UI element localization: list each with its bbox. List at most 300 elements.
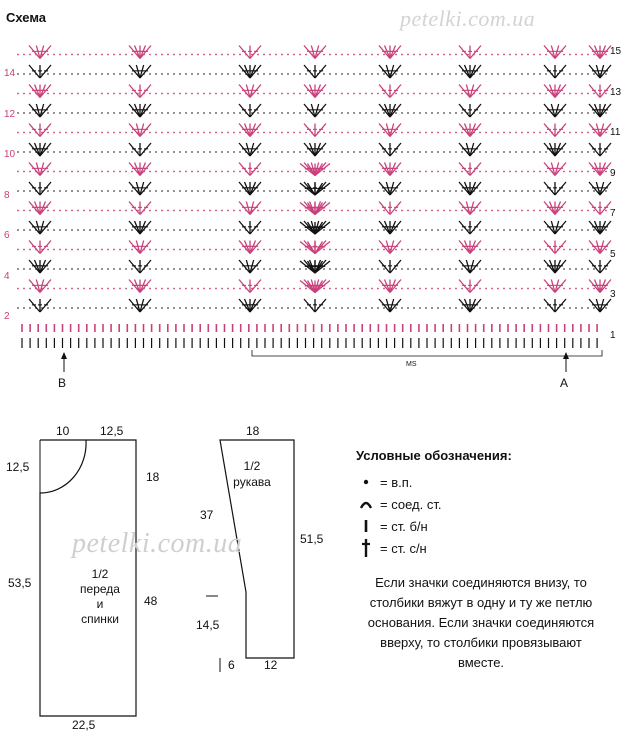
chain-dot (383, 268, 385, 270)
legend-item-label: = соед. ст. (380, 496, 442, 512)
chain-dot (107, 288, 109, 290)
chain-dot (263, 73, 265, 75)
chain-dot (293, 307, 295, 309)
chain-dot (359, 73, 361, 75)
chain-dot (59, 268, 61, 270)
chain-dot (101, 249, 103, 251)
chain-dot (53, 54, 55, 56)
chain-dot (209, 229, 211, 231)
chain-dot (83, 132, 85, 134)
dc-stitch (315, 183, 330, 195)
dc-stitch (29, 299, 40, 312)
chain-dot (161, 112, 163, 114)
dc-stitch (589, 143, 600, 156)
chain-dot (593, 151, 595, 153)
dc-stitch (239, 280, 250, 293)
dc-stitch (29, 65, 40, 78)
chain-dot (59, 190, 61, 192)
chain-dot (59, 210, 61, 212)
chain-dot (407, 73, 409, 75)
dc-stitch (250, 104, 261, 117)
chain-dot (293, 229, 295, 231)
chain-dot (167, 210, 169, 212)
chain-dot (605, 73, 607, 75)
chain-dot (587, 112, 589, 114)
chain-dot (407, 268, 409, 270)
chain-dot (131, 249, 133, 251)
watermark-top: petelki.com.ua (400, 6, 536, 31)
chain-dot (347, 249, 349, 251)
chain-dot (407, 210, 409, 212)
chain-dot (449, 210, 451, 212)
chain-dot (53, 307, 55, 309)
chain-dot (161, 54, 163, 56)
chain-dot (191, 210, 193, 212)
chain-dot (371, 288, 373, 290)
chain-dot (161, 151, 163, 153)
dc-stitch (140, 85, 151, 98)
chain-dot (359, 288, 361, 290)
chain-dot (269, 249, 271, 251)
chain-dot (77, 210, 79, 212)
chain-dot (263, 249, 265, 251)
chain-dot (53, 73, 55, 75)
chain-dot (89, 54, 91, 56)
chain-dot (173, 268, 175, 270)
chain-dot (329, 73, 331, 75)
chain-dot (377, 151, 379, 153)
chain-dot (401, 112, 403, 114)
chain-dot (521, 210, 523, 212)
chain-dot (23, 73, 25, 75)
chain-dot (119, 210, 121, 212)
chain-dot (365, 249, 367, 251)
chain-dot (515, 229, 517, 231)
chain-dot (95, 190, 97, 192)
chain-dot (485, 210, 487, 212)
chain-dot (59, 249, 61, 251)
chain-dot (461, 171, 463, 173)
chain-dot (149, 307, 151, 309)
chain-dot (545, 54, 547, 56)
chain-dot (71, 210, 73, 212)
chain-dot (563, 171, 565, 173)
chain-dot (335, 93, 337, 95)
chain-dot (485, 171, 487, 173)
chain-dot (407, 171, 409, 173)
chain-dot (341, 190, 343, 192)
dc-stitch (379, 85, 390, 98)
chain-dot (125, 288, 127, 290)
chain-dot (347, 190, 349, 192)
chain-dot (113, 210, 115, 212)
chain-dot (515, 93, 517, 95)
chain-dot (437, 73, 439, 75)
chain-dot (221, 190, 223, 192)
chain-dot (29, 132, 31, 134)
chain-dot (53, 210, 55, 212)
body-label (80, 567, 120, 627)
chain-dot (167, 93, 169, 95)
chain-dot (485, 132, 487, 134)
chain-dot (425, 307, 427, 309)
chain-dot (563, 73, 565, 75)
chain-dot (239, 210, 241, 212)
chain-dot (167, 307, 169, 309)
chain-dot (281, 268, 283, 270)
chain-dot (167, 132, 169, 134)
chain-dot (509, 190, 511, 192)
chain-dot (101, 268, 103, 270)
row-number-right: 3 (610, 289, 616, 300)
chain-dot (539, 249, 541, 251)
chain-dot (287, 171, 289, 173)
dc-stitch (544, 241, 555, 254)
chain-dot (17, 132, 19, 134)
chain-dot (227, 54, 229, 56)
chain-dot (269, 54, 271, 56)
chain-dot (221, 54, 223, 56)
chain-dot (509, 307, 511, 309)
chain-dot (563, 151, 565, 153)
chain-dot (179, 151, 181, 153)
chain-dot (161, 288, 163, 290)
chain-dot (539, 288, 541, 290)
chain-dot (455, 93, 457, 95)
chain-dot (89, 132, 91, 134)
chain-dot (323, 249, 325, 251)
dc-stitch (239, 299, 250, 312)
chain-dot (533, 229, 535, 231)
chain-dot (323, 190, 325, 192)
chain-dot (185, 307, 187, 309)
chain-dot (479, 132, 481, 134)
dc-stitch (459, 299, 470, 312)
chain-dot (17, 54, 19, 56)
sleeve-bottom-left: 6 (228, 658, 235, 672)
chain-dot (89, 112, 91, 114)
chain-dot (431, 210, 433, 212)
chain-dot (503, 288, 505, 290)
dc-stitch (40, 182, 51, 195)
dc-stitch (40, 299, 51, 312)
chain-dot (581, 54, 583, 56)
chain-dot (341, 171, 343, 173)
chain-dot (539, 307, 541, 309)
chain-dot (323, 93, 325, 95)
chain-dot (125, 151, 127, 153)
chain-dot (107, 171, 109, 173)
chain-dot (23, 93, 25, 95)
chain-dot (305, 73, 307, 75)
chain-dot (209, 93, 211, 95)
chain-dot (575, 112, 577, 114)
chain-dot (29, 54, 31, 56)
chain-dot (437, 132, 439, 134)
chain-dot (437, 54, 439, 56)
dc-stitch (390, 202, 401, 215)
chain-dot (239, 73, 241, 75)
chain-dot (527, 93, 529, 95)
chain-dot (161, 268, 163, 270)
chain-dot (203, 112, 205, 114)
chain-dot (305, 54, 307, 56)
chain-dot (383, 210, 385, 212)
chain-dot (413, 307, 415, 309)
chain-dot (395, 132, 397, 134)
chain-dot (425, 171, 427, 173)
chain-dot (293, 93, 295, 95)
chain-dot (107, 93, 109, 95)
chain-dot (425, 190, 427, 192)
chain-dot (227, 288, 229, 290)
dc-stitch (459, 182, 470, 195)
chain-dot (215, 73, 217, 75)
chain-dot (593, 249, 595, 251)
chain-dot (419, 229, 421, 231)
chain-dot (377, 112, 379, 114)
chain-dot (509, 93, 511, 95)
chain-dot (353, 249, 355, 251)
chain-dot (281, 190, 283, 192)
chain-dot (113, 73, 115, 75)
chain-dot (191, 307, 193, 309)
chain-dot (77, 171, 79, 173)
chain-dot (209, 307, 211, 309)
chain-dot (365, 73, 367, 75)
chain-dot (293, 249, 295, 251)
chain-dot (53, 268, 55, 270)
chain-dot (221, 249, 223, 251)
chain-dot (23, 288, 25, 290)
chain-dot (167, 171, 169, 173)
dc-stitch (308, 183, 316, 195)
dc-stitch (379, 221, 390, 234)
chain-dot (305, 249, 307, 251)
chain-dot (533, 112, 535, 114)
chain-dot (263, 288, 265, 290)
chain-dot (461, 288, 463, 290)
dc-stitch (239, 241, 250, 254)
chain-dot (395, 112, 397, 114)
chain-dot (353, 268, 355, 270)
chain-dot (329, 54, 331, 56)
chain-dot (587, 54, 589, 56)
chain-dot (239, 268, 241, 270)
chain-dot (413, 210, 415, 212)
chain-dot (443, 112, 445, 114)
chain-dot (371, 171, 373, 173)
chain-dot (485, 307, 487, 309)
chain-dot (239, 93, 241, 95)
chain-dot (227, 112, 229, 114)
chain-dot (341, 249, 343, 251)
chain-dot (191, 229, 193, 231)
chain-dot (77, 229, 79, 231)
chain-dot (395, 54, 397, 56)
chain-dot (341, 288, 343, 290)
chain-dot (383, 93, 385, 95)
chain-dot (149, 93, 151, 95)
dc-stitch (555, 182, 566, 195)
chain-dot (173, 229, 175, 231)
chain-dot (359, 229, 361, 231)
chain-dot (365, 93, 367, 95)
chain-dot (293, 132, 295, 134)
chain-dot (185, 249, 187, 251)
chain-dot (71, 73, 73, 75)
chain-dot (425, 249, 427, 251)
chain-dot (47, 288, 49, 290)
chain-dot (293, 73, 295, 75)
chain-dot (107, 112, 109, 114)
chain-dot (407, 151, 409, 153)
chain-dot (377, 171, 379, 173)
chain-dot (347, 93, 349, 95)
dc-stitch (544, 65, 555, 78)
chain-dot (581, 249, 583, 251)
chain-dot (155, 268, 157, 270)
chain-dot (347, 171, 349, 173)
chain-dot (419, 249, 421, 251)
chain-dot (569, 307, 571, 309)
dc-stitch (315, 85, 326, 98)
chain-dot (497, 171, 499, 173)
chain-dot (173, 132, 175, 134)
chain-dot (581, 151, 583, 153)
chain-dot (419, 151, 421, 153)
chain-dot (335, 151, 337, 153)
chain-dot (233, 249, 235, 251)
chain-dot (227, 93, 229, 95)
chain-dot (65, 190, 67, 192)
chain-dot (89, 307, 91, 309)
bar-icon (356, 518, 376, 534)
chain-dot (107, 249, 109, 251)
chain-dot (293, 151, 295, 153)
chain-dot (215, 229, 217, 231)
chain-dot (119, 112, 121, 114)
chain-dot (47, 249, 49, 251)
chain-dot (59, 288, 61, 290)
chain-dot (281, 132, 283, 134)
chain-dot (425, 54, 427, 56)
dc-stitch (555, 124, 566, 137)
chain-dot (353, 93, 355, 95)
chain-dot (275, 151, 277, 153)
chain-dot (155, 307, 157, 309)
chain-dot (479, 93, 481, 95)
chain-dot (269, 288, 271, 290)
chain-dot (233, 151, 235, 153)
chain-dot (203, 171, 205, 173)
row-number-right: 15 (610, 46, 622, 57)
chain-dot (395, 268, 397, 270)
chain-dot (47, 54, 49, 56)
chain-dot (185, 190, 187, 192)
body-label-line2: переда (80, 582, 120, 596)
chain-dot (383, 190, 385, 192)
chain-dot (353, 210, 355, 212)
chain-dot (71, 171, 73, 173)
chain-dot (545, 190, 547, 192)
chain-dot (479, 171, 481, 173)
chain-dot (83, 54, 85, 56)
chain-dot (359, 132, 361, 134)
chain-dot (479, 307, 481, 309)
chain-dot (527, 73, 529, 75)
dc-stitch (129, 260, 140, 273)
chain-dot (59, 112, 61, 114)
chain-dot (239, 171, 241, 173)
chain-dot (329, 229, 331, 231)
chain-dot (275, 171, 277, 173)
chain-dot (377, 288, 379, 290)
chain-dot (395, 288, 397, 290)
chain-dot (491, 112, 493, 114)
chain-dot (29, 229, 31, 231)
chain-dot (263, 54, 265, 56)
chain-dot (503, 190, 505, 192)
chain-dot (323, 151, 325, 153)
chain-dot (275, 190, 277, 192)
dc-stitch (589, 202, 600, 215)
chain-dot (449, 229, 451, 231)
dot-icon (356, 477, 376, 487)
chain-dot (479, 210, 481, 212)
chain-dot (281, 288, 283, 290)
chain-dot (497, 249, 499, 251)
chain-dot (239, 249, 241, 251)
chain-dot (77, 249, 79, 251)
chain-dot (185, 132, 187, 134)
chain-dot (419, 190, 421, 192)
dc-stitch (470, 104, 481, 117)
chain-dot (263, 210, 265, 212)
chain-dot (431, 268, 433, 270)
chain-dot (107, 268, 109, 270)
chain-dot (521, 132, 523, 134)
chain-dot (545, 210, 547, 212)
chain-dot (353, 151, 355, 153)
chain-dot (395, 190, 397, 192)
chain-dot (515, 307, 517, 309)
chain-dot (359, 151, 361, 153)
sleeve-label-line2: рукава (233, 475, 271, 489)
dc-stitch (379, 163, 390, 176)
chain-dot (491, 229, 493, 231)
chain-dot (125, 112, 127, 114)
chain-dot (209, 190, 211, 192)
chain-dot (59, 132, 61, 134)
dc-stitch (470, 221, 481, 234)
chain-dot (77, 151, 79, 153)
chain-dot (365, 151, 367, 153)
chain-dot (179, 229, 181, 231)
chain-dot (545, 151, 547, 153)
chain-dot (503, 73, 505, 75)
chain-dot (131, 112, 133, 114)
dc-stitch (600, 260, 611, 273)
chain-dot (155, 54, 157, 56)
chain-dot (113, 249, 115, 251)
chain-dot (83, 249, 85, 251)
dc-stitch (140, 280, 151, 293)
chain-dot (185, 229, 187, 231)
dc-stitch (459, 221, 470, 234)
chain-dot (497, 190, 499, 192)
dc-stitch (470, 280, 481, 293)
